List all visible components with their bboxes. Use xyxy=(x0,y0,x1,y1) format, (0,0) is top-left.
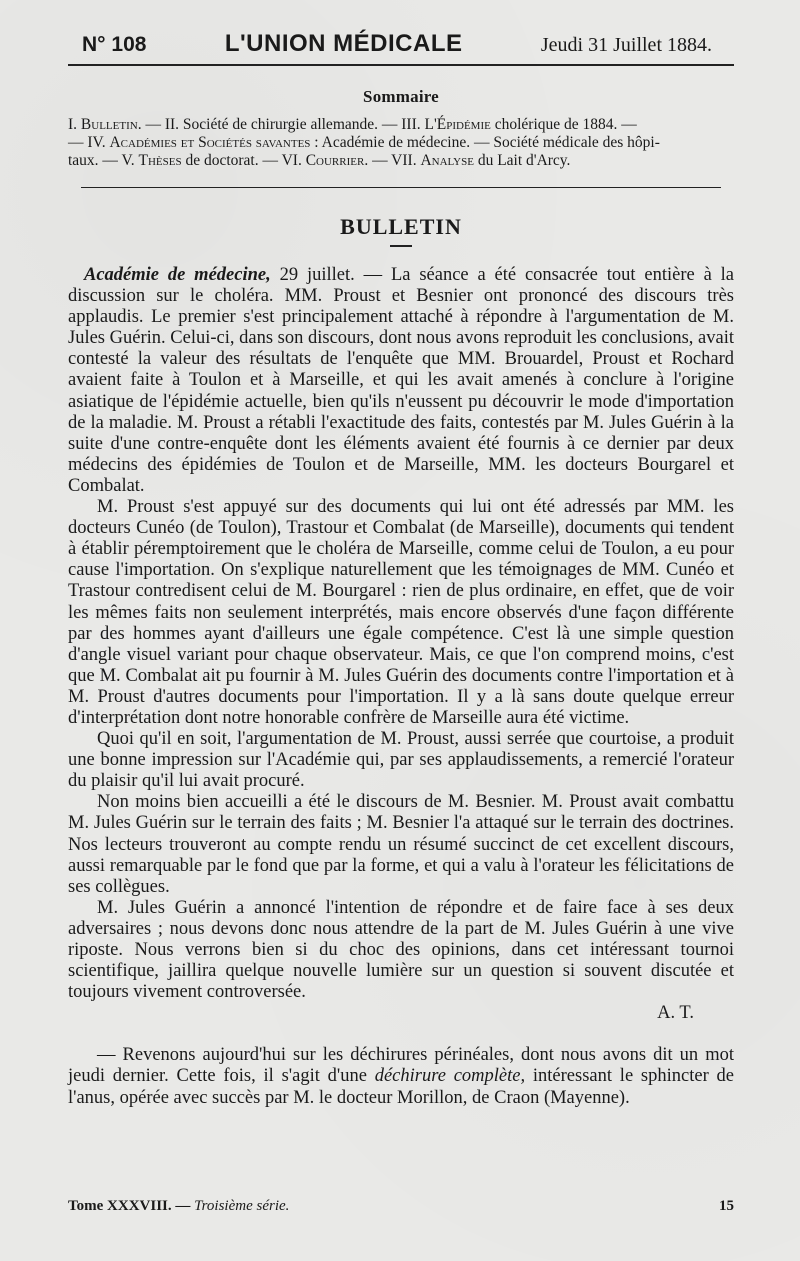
article-paragraph: Non moins bien accueilli a été le discours de M. Besnier. M. Proust avait combattu M. Jules Guérin sur le terrain des faits ; M. Besnier l'a attaqué sur le terrain des doctrines. Nos lecteurs trouveront au compte rendu un résumé succinct de cet excellent discours, aussi remarquable par le fond que par la forme, et qui a valu à l'orateur les félicitations de ses collègues. xyxy=(68,792,734,897)
summary-fragment: I. xyxy=(68,116,81,133)
summary-fragment: . — VII. xyxy=(364,152,421,169)
summary-section-analyse: Analyse xyxy=(420,152,474,169)
paragraph-spacer xyxy=(68,1024,734,1045)
summary-text xyxy=(68,116,734,170)
issue-number: N° 108 xyxy=(82,33,147,56)
paragraph-emphasis: déchirure complète, xyxy=(374,1066,526,1087)
footer-volume xyxy=(68,1198,289,1215)
paragraph-text: 29 juillet. — La séance a été consacrée tout entière à la discussion sur le choléra. MM. Proust et Besnier ont prononcé des discours très applaudis. Le premier s'est principalement attaché à répondre à l'argumentation de M. Jules Guérin. Celui-ci, dans son discours, dont nous avons reproduit les conclusions, avait contesté la valeur des résultats de l'enquête que MM. Brouardel, Proust et Rochard avaient faite à Toulon et à Marseille, et qui les avait amenés à conclure à l'origine asiatique de l'épidémie actuelle, bien qu'ils n'eussent pu découvrir le mode d'importation de la maladie. M. Proust a rétabli l'exactitude des faits, contestés par M. Jules Guérin à la suite d'une contre-enquête dont les éléments avaient été fournis à ce dernier par deux médecins des épidémies de Toulon et de Marseille, MM. les docteurs Bourgarel et Combalat. xyxy=(68,265,734,496)
issue-date: Jeudi 31 Juillet 1884. xyxy=(540,34,712,56)
page-number: 15 xyxy=(719,1198,734,1214)
article-paragraph xyxy=(68,265,734,497)
volume-label: Tome XXXVIII. — xyxy=(68,1198,195,1214)
page-footer xyxy=(68,1198,734,1215)
author-signature: A. T. xyxy=(657,1003,694,1024)
summary-fragment: du Lait d'Arcy. xyxy=(473,152,571,169)
paragraph-lead: Académie de médecine, xyxy=(84,265,271,285)
article-paragraph: Quoi qu'il en soit, l'argumentation de M. Proust, aussi serrée que courtoise, a produit une bonne impression sur l'Académie qui, par ses applaudissements, a remercié l'orateur du plaisir qu'il lui avait procuré. xyxy=(68,729,734,792)
paragraph-text: — Revenons aujourd'hui sur les déchirures périnéales, dont nous avons dit un mot jeudi dernier. Cette fois, il s'agit d'une xyxy=(68,1045,734,1087)
summary-fragment: . — II. Société de chirurgie allemande. — III. L' xyxy=(137,116,437,133)
summary-fragment: — IV. xyxy=(68,134,110,151)
summary-section-bulletin: Bulletin xyxy=(80,116,138,133)
article-paragraph xyxy=(68,1045,734,1108)
journal-title: L'UNION MÉDICALE xyxy=(224,30,463,57)
summary-fragment: : Académie de médecine. — Société médicale des hôpi- xyxy=(310,134,660,151)
article-paragraph: M. Jules Guérin a annoncé l'intention de répondre et de faire face à ses deux adversaires ; nous devons donc nous attendre de la part de M. Jules Guérin à une vive riposte. Nous verrons bien si du choc des opinions, dans cet intéressant tournoi scientifique, jaillira quelque nouvelle lumière sur un question si souvent discutée et toujours vivement controversée. xyxy=(68,897,734,1003)
summary-section-academies: Académies et Sociétés savantes xyxy=(109,134,311,151)
article-paragraph: M. Proust s'est appuyé sur des documents qui lui ont été adressés par MM. les docteurs Cunéo (de Toulon), Trastour et Combalat (de Marseille), documents qui tendent à établir péremptoirement que le choléra de Marseille, comme celui de Toulon, a eu pour cause l'importation. On s'explique naturellement que les témoignages de MM. Cunéo et Trastour contredisent celui de M. Bourgarel : rien de plus ordinaire, en effet, que de voir les mêmes faits non seulement interprétés, mais encore observés d'une façon différente par des hommes ayant d'ailleurs une égale compétence. C'est là une simple question d'angle visuel variant pour chaque observateur. Mais, ce que l'on comprend moins, c'est que M. Combalat ait pu fournir à M. Jules Guérin des documents contre l'importation et à M. Proust d'autres documents pour l'importation. Il y a là sans doute quelque erreur d'interprétation dont notre honorable confrère de Marseille aura été victime. xyxy=(68,497,734,728)
summary-fragment: de doctorat. — VI. xyxy=(181,152,306,169)
section-divider xyxy=(81,187,720,188)
table-of-contents xyxy=(68,88,734,170)
summary-section-courrier: Courrier xyxy=(305,152,365,169)
summary-title: Sommaire xyxy=(363,87,439,106)
bulletin-article xyxy=(68,265,734,1109)
paragraph-text: intéressant le sphincter de l'anus, opérée avec succès par M. le docteur Morillon, de Craon (Mayenne). xyxy=(68,1066,734,1108)
summary-section-epidemie: Épidémie xyxy=(436,116,491,133)
summary-section-theses: Thèses xyxy=(138,152,182,169)
bulletin-heading: BULLETIN xyxy=(340,214,462,239)
summary-fragment: cholérique de 1884. — xyxy=(490,116,637,133)
summary-fragment: taux. — V. xyxy=(68,152,139,169)
heading-ornament xyxy=(390,245,412,247)
series-label: Troisième série. xyxy=(194,1198,290,1214)
page-header xyxy=(68,30,734,66)
